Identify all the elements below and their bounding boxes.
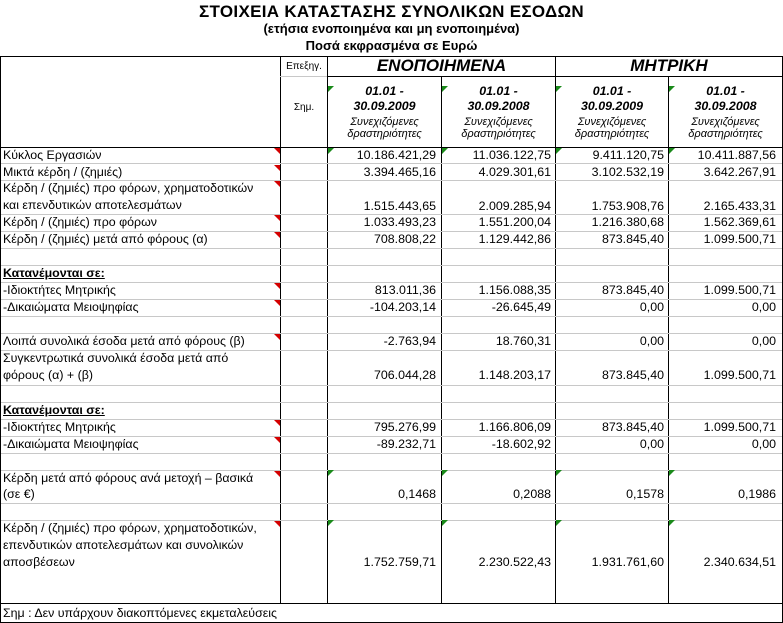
error-marker-icon[interactable] <box>669 470 675 476</box>
row-label-eat[interactable]: Κέρδη / (ζημιές) μετά από φόρους (α) <box>3 232 208 246</box>
row-label-ebit-line1[interactable]: Κέρδη / (ζημιές) προ φόρων, χρηματοδοτικών <box>3 181 254 195</box>
value-minority-c2[interactable]: -26.645,49 <box>491 300 551 314</box>
group-consolidated-header: ΕΝΟΠΟΙΗΜΕΝΑ <box>376 56 507 75</box>
value-minority-c1[interactable]: -104.203,14 <box>369 300 436 314</box>
value-turnover-c1[interactable]: 10.186.421,29 <box>356 148 436 162</box>
header-group-divider <box>327 76 782 77</box>
value-oci-c1[interactable]: -2.763,94 <box>383 334 436 348</box>
value-owners-c4[interactable]: 1.099.500,71 <box>703 283 776 297</box>
error-marker-icon[interactable] <box>556 148 562 154</box>
value-ebit-c2[interactable]: 2.009.285,94 <box>478 199 551 213</box>
row-label-gross-profit[interactable]: Μικτά κέρδη / (ζημιές) <box>3 165 123 179</box>
value-oci-c3[interactable]: 0,00 <box>639 334 664 348</box>
comment-marker-icon[interactable] <box>274 521 280 527</box>
error-marker-icon[interactable] <box>442 86 448 92</box>
comment-marker-icon[interactable] <box>274 471 280 477</box>
page-title: ΣΤΟΙΧΕΙΑ ΚΑΤΑΣΤΑΣΗΣ ΣΥΝΟΛΙΚΩΝ ΕΣΟΔΩΝ <box>199 2 584 21</box>
comment-marker-icon[interactable] <box>274 300 280 306</box>
row-label-ebt[interactable]: Κέρδη / (ζημιές) προ φόρων <box>3 215 157 229</box>
error-marker-icon[interactable] <box>328 520 334 526</box>
comment-marker-icon[interactable] <box>274 334 280 340</box>
value-eat-c2[interactable]: 1.129.442,86 <box>478 232 551 246</box>
value-gross-profit-c4[interactable]: 3.642.267,91 <box>703 165 776 179</box>
value-ebt-c1[interactable]: 1.033.493,23 <box>363 215 436 229</box>
value-owners-c1[interactable]: 813.011,36 <box>374 283 436 297</box>
value-owners-c3[interactable]: 873.845,40 <box>601 283 664 297</box>
value-eps-c3[interactable]: 0,1578 <box>626 487 664 501</box>
value-owners-2-c2[interactable]: 1.166.806,09 <box>478 420 551 434</box>
row-label-total-line2[interactable]: φόρους (α) + (β) <box>3 368 93 382</box>
row-label-minority[interactable]: -Δικαιώματα Μειοψηφίας <box>3 300 139 314</box>
value-minority-c3[interactable]: 0,00 <box>639 300 664 314</box>
value-gross-profit-c2[interactable]: 4.029.301,61 <box>478 165 551 179</box>
error-marker-icon[interactable] <box>556 470 562 476</box>
row-label-eps-line1[interactable]: Κέρδη μετά από φόρους ανά μετοχή – βασικά <box>3 471 254 485</box>
column-header-consolidated-2009: 01.01 - 30.09.2009 Συνεχιζόμενες δραστηριότητες <box>347 84 422 140</box>
value-minority-2-c3[interactable]: 0,00 <box>639 437 664 451</box>
error-marker-icon[interactable] <box>669 520 675 526</box>
table-bottom-border <box>0 603 783 604</box>
row-label-turnover[interactable]: Κύκλος Εργασιών <box>3 148 102 162</box>
value-oci-c2[interactable]: 18.760,31 <box>495 334 551 348</box>
error-marker-icon[interactable] <box>556 86 562 92</box>
comment-marker-icon[interactable] <box>274 232 280 238</box>
row-label-owners-2[interactable]: -Ιδιοκτήτες Μητρικής <box>3 420 116 434</box>
column-header-parent-2009: 01.01 - 30.09.2009 Συνεχιζόμενες δραστηριότητες <box>574 84 650 140</box>
comment-marker-icon[interactable] <box>274 181 280 187</box>
row-label-total-line1[interactable]: Συγκεντρωτικά συνολικά έσοδα μετά από <box>3 351 229 365</box>
row-label-ebitda-line2[interactable]: επενδυτικών αποτελεσμάτων και συνολικών <box>3 538 244 552</box>
value-ebitda-c2[interactable]: 2.230.522,43 <box>478 555 551 569</box>
currency-note: Ποσά εκφρασμένα σε Ευρώ <box>305 38 478 53</box>
error-marker-icon[interactable] <box>669 148 675 154</box>
value-minority-2-c2[interactable]: -18.602,92 <box>491 437 551 451</box>
value-gross-profit-c3[interactable]: 3.102.532,19 <box>591 165 664 179</box>
error-marker-icon[interactable] <box>442 470 448 476</box>
page-subtitle: (ετήσια ενοποιημένα και μη ενοποιημένα) <box>263 21 520 36</box>
value-turnover-c2[interactable]: 11.036.122,75 <box>472 148 551 162</box>
value-eat-c4[interactable]: 1.099.500,71 <box>703 232 776 246</box>
comment-marker-icon[interactable] <box>274 148 280 154</box>
row-label-ebitda-line1[interactable]: Κέρδη / (ζημιές) προ φόρων, χρηματοδοτικών, <box>3 521 257 535</box>
value-eps-c2[interactable]: 0,2088 <box>513 487 551 501</box>
value-owners-c2[interactable]: 1.156.088,35 <box>478 283 551 297</box>
value-ebitda-c4[interactable]: 2.340.634,51 <box>703 555 776 569</box>
error-marker-icon[interactable] <box>556 520 562 526</box>
value-total-c2[interactable]: 1.148.203,17 <box>478 368 551 382</box>
section-heading-distribution-2[interactable]: Κατανέμονται σε: <box>3 403 105 417</box>
comment-marker-icon[interactable] <box>274 215 280 221</box>
value-total-c1[interactable]: 706.044,28 <box>373 368 436 382</box>
value-ebit-c1[interactable]: 1.515.443,65 <box>363 199 436 213</box>
value-minority-c4[interactable]: 0,00 <box>751 300 776 314</box>
value-minority-2-c4[interactable]: 0,00 <box>751 437 776 451</box>
error-marker-icon[interactable] <box>328 86 334 92</box>
value-eat-c1[interactable]: 708.808,22 <box>373 232 436 246</box>
column-header-parent-2008: 01.01 - 30.09.2008 Συνεχιζόμενες δραστηριότητες <box>688 84 763 140</box>
value-total-c4[interactable]: 1.099.500,71 <box>703 368 776 382</box>
row-label-oci[interactable]: Λοιπά συνολικά έσοδα μετά από φόρους (β) <box>3 334 245 348</box>
value-eps-c4[interactable]: 0,1986 <box>738 487 776 501</box>
row-label-ebitda-line3[interactable]: αποσβέσεων <box>3 555 75 569</box>
footnote: Σημ : Δεν υπάρχουν διακοπτόμενες εκμεταλεύσεις <box>3 606 277 620</box>
value-owners-2-c4[interactable]: 1.099.500,71 <box>703 420 776 434</box>
row-label-eps-line2[interactable]: (σε €) <box>3 487 35 501</box>
section-heading-distribution[interactable]: Κατανέμονται σε: <box>3 266 105 280</box>
value-turnover-c3[interactable]: 9.411.120,75 <box>592 148 664 162</box>
value-ebitda-c3[interactable]: 1.931.761,60 <box>591 555 664 569</box>
table-left-border <box>0 56 1 623</box>
value-ebitda-c1[interactable]: 1.752.759,71 <box>363 555 436 569</box>
value-owners-2-c1[interactable]: 795.276,99 <box>373 420 436 434</box>
error-marker-icon[interactable] <box>328 470 334 476</box>
value-ebt-c4[interactable]: 1.562.369,61 <box>703 215 776 229</box>
value-oci-c4[interactable]: 0,00 <box>751 334 776 348</box>
comment-marker-icon[interactable] <box>274 420 280 426</box>
row-label-minority-2[interactable]: -Δικαιώματα Μειοψηφίας <box>3 437 139 451</box>
error-marker-icon[interactable] <box>669 86 675 92</box>
comment-marker-icon[interactable] <box>274 283 280 289</box>
value-ebit-c4[interactable]: 2.165.433,31 <box>703 199 776 213</box>
comment-marker-icon[interactable] <box>274 165 280 171</box>
error-marker-icon[interactable] <box>442 520 448 526</box>
note-column-subheader: Σημ. <box>293 102 315 113</box>
group-parent-header: ΜΗΤΡΙΚΗ <box>630 56 708 75</box>
value-eps-c1[interactable]: 0,1468 <box>398 487 436 501</box>
value-turnover-c4[interactable]: 10.411.887,56 <box>697 148 776 162</box>
comment-marker-icon[interactable] <box>274 437 280 443</box>
value-owners-2-c3[interactable]: 873.845,40 <box>601 420 664 434</box>
row-label-owners[interactable]: -Ιδιοκτήτες Μητρικής <box>3 283 116 297</box>
value-eat-c3[interactable]: 873.845,40 <box>601 232 664 246</box>
column-header-consolidated-2008: 01.01 - 30.09.2008 Συνεχιζόμενες δραστηριότητες <box>461 84 536 140</box>
error-marker-icon[interactable] <box>328 148 334 154</box>
note-column-header: Επεξηγ. <box>286 61 322 72</box>
value-total-c3[interactable]: 873.845,40 <box>601 368 664 382</box>
value-minority-2-c1[interactable]: -89.232,71 <box>376 437 436 451</box>
value-ebt-c3[interactable]: 1.216.380,68 <box>591 215 664 229</box>
value-gross-profit-c1[interactable]: 3.394.465,16 <box>363 165 436 179</box>
value-ebt-c2[interactable]: 1.551.200,04 <box>478 215 551 229</box>
value-ebit-c3[interactable]: 1.753.908,76 <box>591 199 664 213</box>
row-label-ebit-line2[interactable]: και επενδυτικών αποτελεσμάτων <box>3 198 182 212</box>
error-marker-icon[interactable] <box>442 148 448 154</box>
